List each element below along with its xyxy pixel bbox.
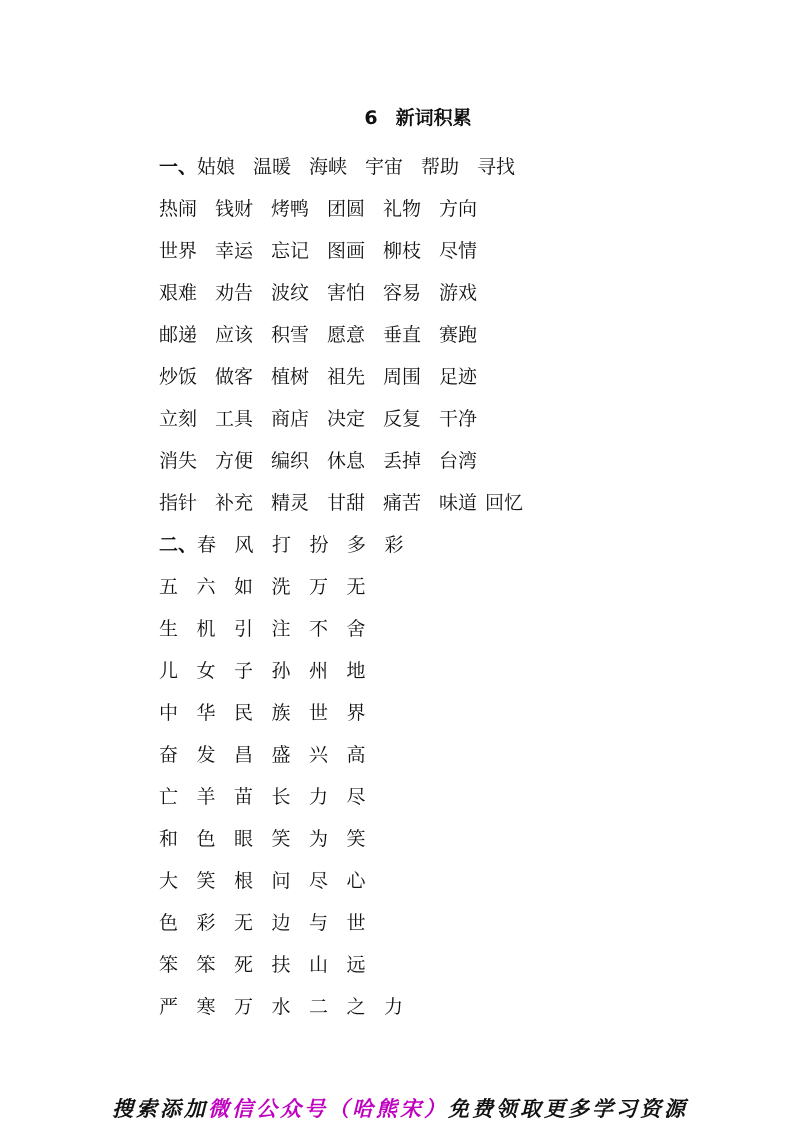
vocab-word: 祖先: [327, 366, 366, 388]
vocab-char: 万: [234, 996, 254, 1018]
vocab-char: 洗: [271, 576, 291, 598]
footer-text-2: 免费领取更多学习资源: [448, 1096, 688, 1121]
vocab-word: 尽情: [439, 240, 478, 262]
vocab-word: 温暖: [253, 156, 292, 178]
char-row: [159, 818, 422, 860]
vocab-word: 台湾: [439, 450, 478, 472]
section-characters: [159, 524, 422, 1028]
vocab-char: 尽: [346, 786, 366, 808]
vocab-word: 编织: [271, 450, 310, 472]
vocab-char: 子: [234, 660, 254, 682]
vocab-char: 无: [346, 576, 366, 598]
char-row: [159, 986, 422, 1028]
word-row: [159, 314, 541, 356]
vocab-char: 严: [159, 996, 179, 1018]
vocab-char: 力: [384, 996, 404, 1018]
vocab-char: 如: [234, 576, 254, 598]
word-row: [159, 146, 541, 188]
vocab-char: 笨: [196, 954, 216, 976]
vocab-char: 世: [309, 702, 329, 724]
vocab-word: 海峡: [309, 156, 348, 178]
vocab-char: 心: [346, 870, 366, 892]
vocab-word: 波纹: [271, 282, 310, 304]
vocab-word: 赛跑: [439, 324, 478, 346]
vocab-char: 问: [271, 870, 291, 892]
vocab-char: 大: [159, 870, 179, 892]
vocab-word: 世界: [159, 240, 198, 262]
vocab-word: 热闹: [159, 198, 198, 220]
vocab-word: 礼物: [383, 198, 422, 220]
vocab-word: 容易: [383, 282, 422, 304]
vocab-char: 和: [159, 828, 179, 850]
vocab-char: 高: [346, 744, 366, 766]
word-row: [159, 398, 541, 440]
vocab-word: 工具: [215, 408, 254, 430]
vocab-word: 团圆: [327, 198, 366, 220]
vocab-word: 应该: [215, 324, 254, 346]
section-new-words: [159, 146, 541, 524]
vocab-word: 植树: [271, 366, 310, 388]
vocab-char: 界: [346, 702, 366, 724]
vocab-char: 盛: [271, 744, 291, 766]
vocab-word: 商店: [271, 408, 310, 430]
vocab-word: 愿意: [327, 324, 366, 346]
vocab-char: 民: [234, 702, 254, 724]
vocab-char: 不: [309, 618, 329, 640]
vocab-char: 色: [196, 828, 216, 850]
vocab-char: 引: [234, 618, 254, 640]
char-row: [159, 524, 422, 566]
char-row: [159, 650, 422, 692]
footer-wechat-text: 微信公众号（哈熊宋）: [208, 1096, 448, 1121]
vocab-char: 二: [309, 996, 329, 1018]
word-row: [159, 272, 541, 314]
vocab-char: 注: [271, 618, 291, 640]
vocab-char: 昌: [234, 744, 254, 766]
vocab-char: 孙: [271, 660, 291, 682]
vocab-word: 寻找: [477, 156, 516, 178]
page-title: [0, 104, 800, 132]
char-row: [159, 608, 422, 650]
vocab-char: 族: [271, 702, 291, 724]
vocab-char: 发: [196, 744, 216, 766]
vocab-word: 回忆: [485, 492, 524, 514]
vocab-char: 笑: [346, 828, 366, 850]
vocab-char: 兴: [309, 744, 329, 766]
vocab-char: 与: [309, 912, 329, 934]
vocab-word: 劝告: [215, 282, 254, 304]
vocab-word: 姑娘: [197, 156, 236, 178]
vocab-char: 世: [346, 912, 366, 934]
vocab-word: 做客: [215, 366, 254, 388]
vocab-char: 寒: [196, 996, 216, 1018]
vocab-char: 中: [159, 702, 179, 724]
vocab-char: 笨: [159, 954, 179, 976]
vocab-char: 之: [346, 996, 366, 1018]
vocab-word: 害怕: [327, 282, 366, 304]
char-row: [159, 692, 422, 734]
vocab-char: 舍: [346, 618, 366, 640]
vocab-char: 长: [271, 786, 291, 808]
vocab-word: 忘记: [271, 240, 310, 262]
vocab-char: 远: [346, 954, 366, 976]
char-row: [159, 944, 422, 986]
vocab-char: 多: [347, 534, 367, 556]
vocab-char: 地: [346, 660, 366, 682]
vocab-char: 亡: [159, 786, 179, 808]
vocab-char: 华: [196, 702, 216, 724]
word-row: [159, 356, 541, 398]
vocab-char: 女: [196, 660, 216, 682]
vocab-word: 决定: [327, 408, 366, 430]
vocab-char: 力: [309, 786, 329, 808]
vocab-word: 甘甜: [327, 492, 366, 514]
vocab-char: 春: [197, 534, 217, 556]
vocab-word: 消失: [159, 450, 198, 472]
vocab-char: 水: [271, 996, 291, 1018]
char-row: [159, 566, 422, 608]
vocab-char: 笑: [196, 870, 216, 892]
vocab-char: 奋: [159, 744, 179, 766]
vocab-char: 州: [309, 660, 329, 682]
vocab-char: 风: [234, 534, 254, 556]
vocab-word: 宇宙: [365, 156, 404, 178]
char-row: [159, 860, 422, 902]
vocab-char: 打: [272, 534, 292, 556]
vocab-word: 反复: [383, 408, 422, 430]
char-row: [159, 776, 422, 818]
vocab-word: 游戏: [439, 282, 478, 304]
vocab-char: 尽: [309, 870, 329, 892]
vocab-char: 儿: [159, 660, 179, 682]
vocab-word: 干净: [439, 408, 478, 430]
vocab-char: 生: [159, 618, 179, 640]
char-row: [159, 734, 422, 776]
vocab-char: 羊: [196, 786, 216, 808]
vocab-word: 丢掉: [383, 450, 422, 472]
vocab-word: 指针: [159, 492, 198, 514]
vocab-word: 帮助: [421, 156, 460, 178]
vocab-word: 立刻: [159, 408, 198, 430]
footer-banner: [0, 1094, 800, 1124]
vocab-char: 无: [234, 912, 254, 934]
vocab-word: 休息: [327, 450, 366, 472]
word-row: [159, 440, 541, 482]
lesson-number: 6: [364, 107, 378, 129]
vocab-char: 彩: [384, 534, 404, 556]
vocab-char: 苗: [234, 786, 254, 808]
vocab-char: 根: [234, 870, 254, 892]
vocab-word: 积雪: [271, 324, 310, 346]
vocab-word: 方便: [215, 450, 254, 472]
char-row: [159, 902, 422, 944]
vocab-char: 眼: [234, 828, 254, 850]
vocab-char: 扮: [309, 534, 329, 556]
word-row: [159, 188, 541, 230]
vocab-word: 足迹: [439, 366, 478, 388]
vocab-char: 边: [271, 912, 291, 934]
vocab-word: 钱财: [215, 198, 254, 220]
word-row: [159, 230, 541, 272]
vocab-char: 山: [309, 954, 329, 976]
vocab-char: 为: [309, 828, 329, 850]
word-row: [159, 482, 541, 524]
vocab-word: 方向: [439, 198, 478, 220]
vocab-word: 痛苦: [383, 492, 422, 514]
footer-text-1: 搜索添加: [112, 1096, 208, 1121]
vocab-word: 炒饭: [159, 366, 198, 388]
vocab-word: 艰难: [159, 282, 198, 304]
vocab-word: 邮递: [159, 324, 198, 346]
vocab-char: 万: [309, 576, 329, 598]
vocab-word: 周围: [383, 366, 422, 388]
vocab-word: 柳枝: [383, 240, 422, 262]
vocab-word: 幸运: [215, 240, 254, 262]
vocab-char: 笑: [271, 828, 291, 850]
vocab-char: 色: [159, 912, 179, 934]
vocab-word: 味道: [439, 492, 478, 514]
vocab-char: 五: [159, 576, 179, 598]
vocab-word: 烤鸭: [271, 198, 310, 220]
section-number: 二、: [159, 534, 198, 556]
vocab-char: 机: [196, 618, 216, 640]
vocab-char: 扶: [271, 954, 291, 976]
vocab-char: 死: [234, 954, 254, 976]
vocab-char: 六: [196, 576, 216, 598]
lesson-title: 新词积累: [395, 107, 472, 129]
vocab-char: 彩: [196, 912, 216, 934]
vocab-word: 补充: [215, 492, 254, 514]
section-number: 一、: [159, 156, 198, 178]
vocab-word: 精灵: [271, 492, 310, 514]
vocab-word: 垂直: [383, 324, 422, 346]
vocab-word: 图画: [327, 240, 366, 262]
